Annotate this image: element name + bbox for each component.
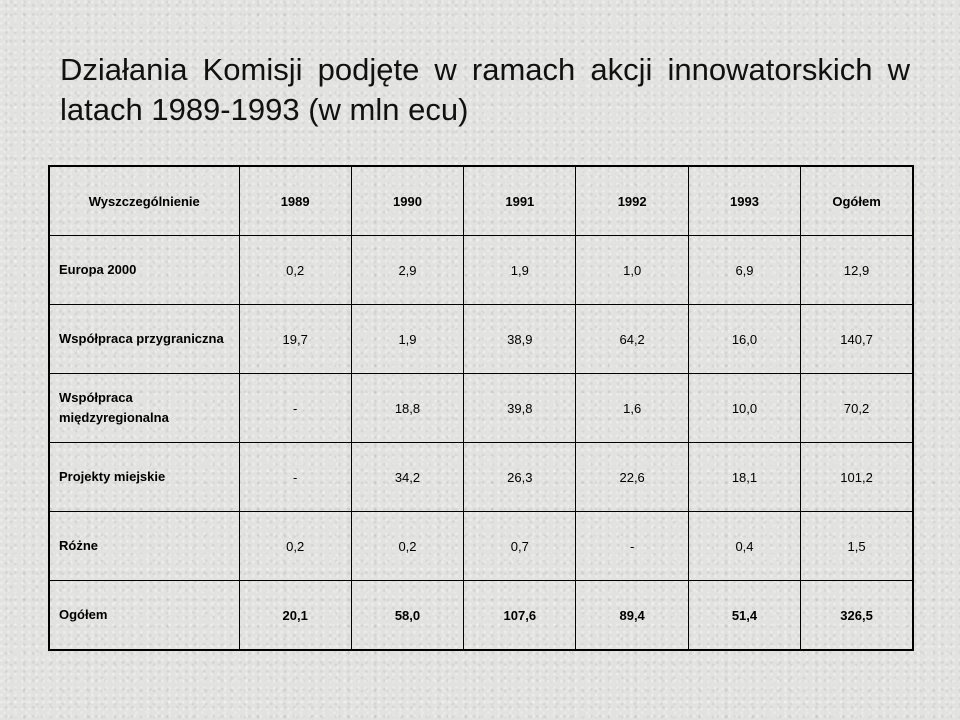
table-cell: 51,4 <box>688 581 800 651</box>
slide-title: Działania Komisji podjęte w ramach akcji innowatorskich w latach 1989-1993 (w mln ecu) <box>60 52 910 127</box>
table-row <box>49 443 913 512</box>
header-cell-1993: 1993 <box>688 166 800 236</box>
table-cell: 1,9 <box>464 236 576 305</box>
table-cell: 89,4 <box>576 581 688 651</box>
table-cell: 18,8 <box>351 374 463 443</box>
table-cell: 26,3 <box>464 443 576 512</box>
table-cell: 70,2 <box>801 374 913 443</box>
table-cell: 10,0 <box>688 374 800 443</box>
table-cell: 1,0 <box>576 236 688 305</box>
table-cell: - <box>239 374 351 443</box>
row-label: Ogółem <box>49 581 239 651</box>
table-row <box>49 305 913 374</box>
table-cell: 12,9 <box>801 236 913 305</box>
table-cell: 2,9 <box>351 236 463 305</box>
row-label: Europa 2000 <box>49 236 239 305</box>
table-row <box>49 512 913 581</box>
row-label: Różne <box>49 512 239 581</box>
table-cell: 22,6 <box>576 443 688 512</box>
header-cell-1991: 1991 <box>464 166 576 236</box>
table-cell: 1,9 <box>351 305 463 374</box>
row-label: Współpraca przygraniczna <box>49 305 239 374</box>
header-cell-1990: 1990 <box>351 166 463 236</box>
table-cell: 101,2 <box>801 443 913 512</box>
table-cell: 38,9 <box>464 305 576 374</box>
table-cell: 19,7 <box>239 305 351 374</box>
table-cell: 0,7 <box>464 512 576 581</box>
table-cell: 64,2 <box>576 305 688 374</box>
table-cell: 0,4 <box>688 512 800 581</box>
table-row <box>49 374 913 443</box>
header-cell-total: Ogółem <box>801 166 913 236</box>
row-label: Projekty miejskie <box>49 443 239 512</box>
table-header-row <box>49 166 913 236</box>
table-cell: 326,5 <box>801 581 913 651</box>
table-cell: 58,0 <box>351 581 463 651</box>
table-cell: 0,2 <box>239 236 351 305</box>
header-cell-1992: 1992 <box>576 166 688 236</box>
table-row-total <box>49 581 913 651</box>
table-cell: 39,8 <box>464 374 576 443</box>
table-cell: 34,2 <box>351 443 463 512</box>
table-cell: 1,5 <box>801 512 913 581</box>
table-cell: 20,1 <box>239 581 351 651</box>
table-cell: 16,0 <box>688 305 800 374</box>
table-cell: 0,2 <box>351 512 463 581</box>
table-cell: 0,2 <box>239 512 351 581</box>
table-cell: 1,6 <box>576 374 688 443</box>
data-table <box>48 165 914 651</box>
table-row <box>49 236 913 305</box>
table-cell: - <box>576 512 688 581</box>
table-cell: 107,6 <box>464 581 576 651</box>
table-cell: - <box>239 443 351 512</box>
table-cell: 140,7 <box>801 305 913 374</box>
table-cell: 18,1 <box>688 443 800 512</box>
header-cell-1989: 1989 <box>239 166 351 236</box>
row-label: Współpraca międzyregionalna <box>49 374 239 443</box>
header-cell-item: Wyszczególnienie <box>49 166 239 236</box>
table-cell: 6,9 <box>688 236 800 305</box>
